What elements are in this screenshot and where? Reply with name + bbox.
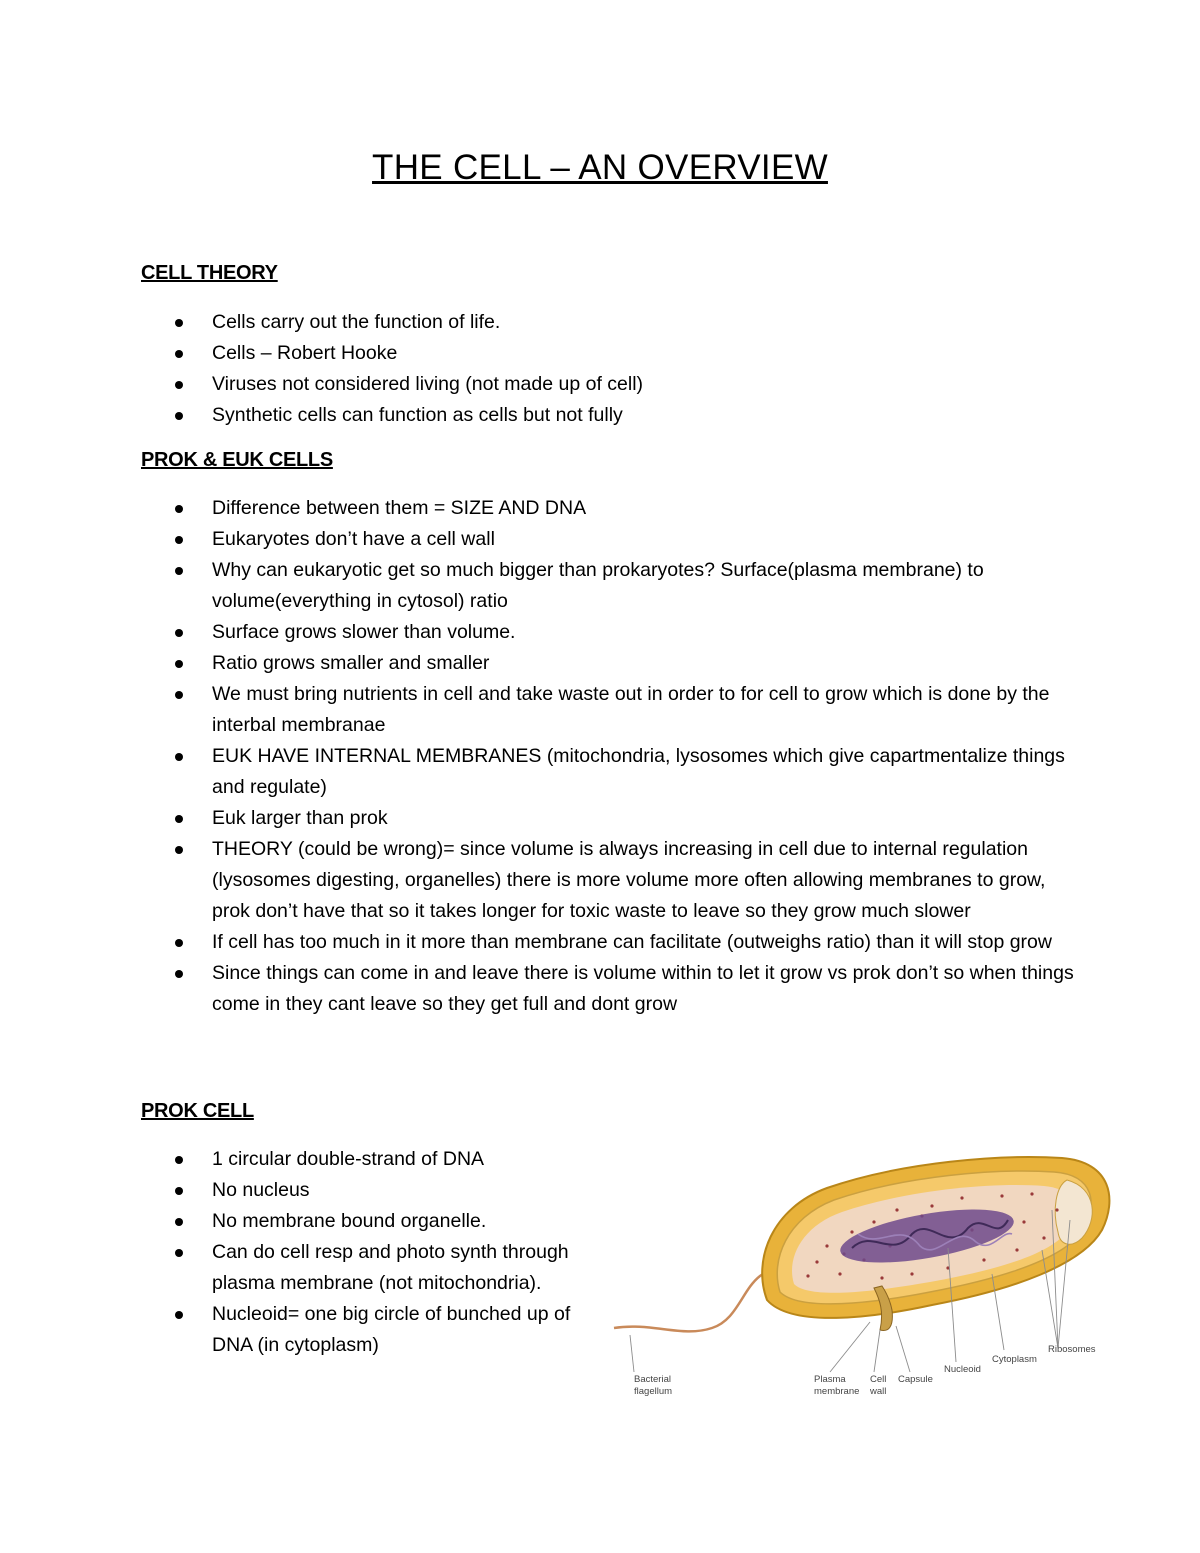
list-item: Can do cell resp and photo synth through plasma membrane (not mitochondria). [141, 1237, 601, 1299]
list-item: Eukaryotes don’t have a cell wall [141, 524, 1081, 555]
label-cytoplasm: Cytoplasm [992, 1354, 1037, 1365]
label-bacterial-flagellum-2: flagellum [634, 1386, 673, 1397]
list-item: We must bring nutrients in cell and take waste out in order to for cell to grow which is done by the interbal membranae [141, 679, 1081, 741]
list-item: Viruses not considered living (not made up of cell) [141, 369, 1081, 400]
list-item: Cells carry out the function of life. [141, 307, 1081, 338]
list-item: Cells – Robert Hooke [141, 338, 1081, 369]
diagram-labels [634, 1344, 1096, 1397]
list-item: THEORY (could be wrong)= since volume is always increasing in cell due to internal regulation (lysosomes digesting, organelles) there is more volume more often allowing membranes to grow, prok don’t have that so it takes longer for toxic waste to leave so they grow much slower [141, 834, 1081, 927]
prok-cell-list [141, 1144, 601, 1361]
label-cell-wall-2: wall [870, 1386, 887, 1397]
cell-illustration [614, 1157, 1109, 1331]
page-title: THE CELL – AN OVERVIEW [372, 148, 828, 187]
list-item: Ratio grows smaller and smaller [141, 648, 1081, 679]
list-item: Nucleoid= one big circle of bunched up of DNA (in cytoplasm) [141, 1299, 601, 1361]
list-item: 1 circular double-strand of DNA [141, 1144, 601, 1175]
list-item: No nucleus [141, 1175, 601, 1206]
list-item: Difference between them = SIZE AND DNA [141, 493, 1081, 524]
label-ribosomes: Ribosomes [1048, 1344, 1096, 1355]
label-cell-wall: Cell [870, 1374, 887, 1385]
list-item: Since things can come in and leave there is volume within to let it grow vs prok don’t so when things come in they cant leave so they get full and dont grow [141, 958, 1081, 1020]
list-item: Euk larger than prok [141, 803, 1081, 834]
label-capsule: Capsule [898, 1374, 933, 1385]
list-item: Why can eukaryotic get so much bigger than prokaryotes? Surface(plasma membrane) to volume(everything in cytosol) ratio [141, 555, 1081, 617]
label-plasma-membrane: Plasma [814, 1374, 846, 1385]
label-plasma-membrane-2: membrane [814, 1386, 860, 1397]
prok-euk-list [141, 493, 1081, 1020]
list-item: If cell has too much in it more than membrane can facilitate (outweighs ratio) than it will stop grow [141, 927, 1081, 958]
label-nucleoid: Nucleoid [944, 1364, 981, 1375]
prokaryotic-cell-diagram [612, 1150, 1112, 1400]
list-item: Surface grows slower than volume. [141, 617, 1081, 648]
section-heading-prok-cell: PROK CELL [141, 1100, 254, 1122]
flagellum-shape [614, 1273, 787, 1331]
list-item: Synthetic cells can function as cells but not fully [141, 400, 1081, 431]
label-bacterial-flagellum: Bacterial [634, 1374, 671, 1385]
cell-theory-list [141, 307, 1081, 431]
section-heading-cell-theory: CELL THEORY [141, 262, 278, 284]
list-item: EUK HAVE INTERNAL MEMBRANES (mitochondria, lysosomes which give capartmentalize things and regulate) [141, 741, 1081, 803]
section-heading-prok-euk: PROK & EUK CELLS [141, 449, 333, 471]
list-item: No membrane bound organelle. [141, 1206, 601, 1237]
